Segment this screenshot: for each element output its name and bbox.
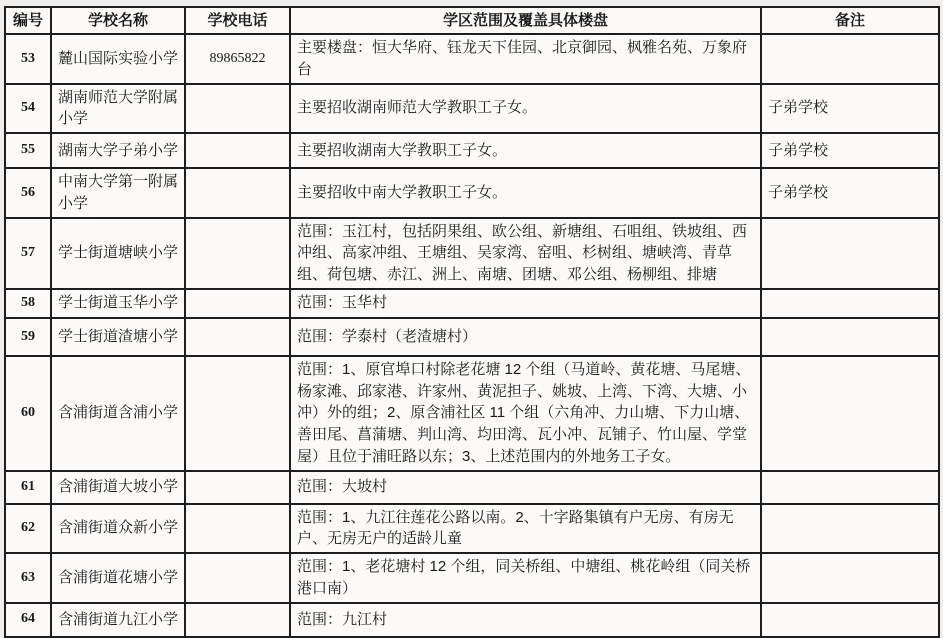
cell-serial-number: 55 [5, 133, 51, 168]
cell-school-phone [185, 289, 290, 318]
cell-school-name: 学士街道渣塘小学 [51, 318, 185, 356]
school-district-table [4, 6, 940, 638]
cell-school-phone [185, 218, 290, 289]
cell-school-phone [185, 356, 290, 471]
header-row [5, 7, 939, 34]
cell-school-name: 湖南大学子弟小学 [51, 133, 185, 168]
cell-serial-number: 53 [5, 34, 51, 84]
cell-serial-number: 63 [5, 553, 51, 603]
cell-school-phone [185, 84, 290, 134]
cell-remark [761, 553, 939, 603]
cell-school-name: 湖南师范大学附属小学 [51, 84, 185, 134]
cell-remark [761, 34, 939, 84]
cell-district-range: 范围：1、九江往莲花公路以南。2、十字路集镇有户无房、有房无户、无房无户的适龄儿童 [290, 504, 761, 554]
cell-school-name: 含浦街道大坡小学 [51, 471, 185, 504]
cell-school-phone [185, 318, 290, 356]
cell-serial-number: 54 [5, 84, 51, 134]
table-row [5, 84, 939, 134]
cell-remark [761, 471, 939, 504]
cell-district-range: 主要招收中南大学教职工子女。 [290, 168, 761, 218]
column-header-serial-number: 编号 [5, 7, 51, 34]
cell-remark [761, 318, 939, 356]
column-header-school-phone: 学校电话 [185, 7, 290, 34]
column-header-school-name: 学校名称 [51, 7, 185, 34]
table-row [5, 34, 939, 84]
column-header-remark: 备注 [761, 7, 939, 34]
table-row [5, 133, 939, 168]
cell-district-range: 范围：九江村 [290, 603, 761, 637]
cell-remark [761, 218, 939, 289]
cell-remark: 子弟学校 [761, 133, 939, 168]
cell-district-range: 主要招收湖南师范大学教职工子女。 [290, 84, 761, 134]
cell-serial-number: 62 [5, 504, 51, 554]
cell-remark [761, 504, 939, 554]
cell-school-phone [185, 553, 290, 603]
table-row [5, 504, 939, 554]
cell-remark [761, 603, 939, 637]
cell-remark [761, 289, 939, 318]
table-row [5, 553, 939, 603]
table-body [5, 34, 939, 637]
cell-school-phone [185, 168, 290, 218]
table-row [5, 168, 939, 218]
table-row [5, 603, 939, 637]
cell-school-name: 学士街道玉华小学 [51, 289, 185, 318]
cell-district-range: 范围：玉华村 [290, 289, 761, 318]
cell-school-name: 含浦街道九江小学 [51, 603, 185, 637]
cell-serial-number: 59 [5, 318, 51, 356]
cell-school-phone [185, 471, 290, 504]
table-row [5, 471, 939, 504]
cell-school-phone [185, 504, 290, 554]
table-row [5, 318, 939, 356]
cell-district-range: 范围：1、原官埠口村除老花塘 12 个组（马道岭、黄花塘、马尾塘、杨家滩、邱家港、许家州、黄泥担子、姚坡、上湾、下湾、大塘、小冲）外的组；2、原含浦社区 11 个组（六角冲、力山塘、下力山塘、善田尾、菖蒲塘、判山湾、均田湾、瓦小冲、瓦铺子、竹山屋、学堂屋）且位于浦旺路以东；3、上述范围内的外地务工子女。 [290, 356, 761, 471]
cell-school-phone [185, 603, 290, 637]
cell-district-range: 范围：大坡村 [290, 471, 761, 504]
cell-school-name: 含浦街道含浦小学 [51, 356, 185, 471]
cell-school-name: 含浦街道花塘小学 [51, 553, 185, 603]
cell-serial-number: 58 [5, 289, 51, 318]
cell-remark: 子弟学校 [761, 168, 939, 218]
cell-school-name: 学士街道塘峡小学 [51, 218, 185, 289]
cell-serial-number: 61 [5, 471, 51, 504]
cell-school-name: 含浦街道众新小学 [51, 504, 185, 554]
table-row [5, 218, 939, 289]
cell-district-range: 主要楼盘：恒大华府、钰龙天下佳园、北京御园、枫雅名苑、万象府台 [290, 34, 761, 84]
cell-school-name: 中南大学第一附属小学 [51, 168, 185, 218]
cell-district-range: 主要招收湖南大学教职工子女。 [290, 133, 761, 168]
cell-serial-number: 60 [5, 356, 51, 471]
cell-school-name: 麓山国际实验小学 [51, 34, 185, 84]
cell-serial-number: 57 [5, 218, 51, 289]
cell-school-phone: 89865822 [185, 34, 290, 84]
column-header-district-range: 学区范围及覆盖具体楼盘 [290, 7, 761, 34]
cell-remark: 子弟学校 [761, 84, 939, 134]
table-row [5, 289, 939, 318]
cell-remark [761, 356, 939, 471]
cell-district-range: 范围：1、老花塘村 12 个组，同关桥组、中塘组、桃花岭组（同关桥港口南） [290, 553, 761, 603]
table-row [5, 356, 939, 471]
cell-district-range: 范围：玉江村，包括阴果组、欧公组、新塘组、石咀组、铁坡组、西冲组、高家冲组、王塘组、吴家湾、窑咀、杉树组、塘峡湾、青草组、荷包塘、赤江、洲上、南塘、团塘、邓公组、杨柳组、排塘 [290, 218, 761, 289]
cell-serial-number: 56 [5, 168, 51, 218]
cell-district-range: 范围：学泰村（老渣塘村） [290, 318, 761, 356]
cell-school-phone [185, 133, 290, 168]
cell-serial-number: 64 [5, 603, 51, 637]
